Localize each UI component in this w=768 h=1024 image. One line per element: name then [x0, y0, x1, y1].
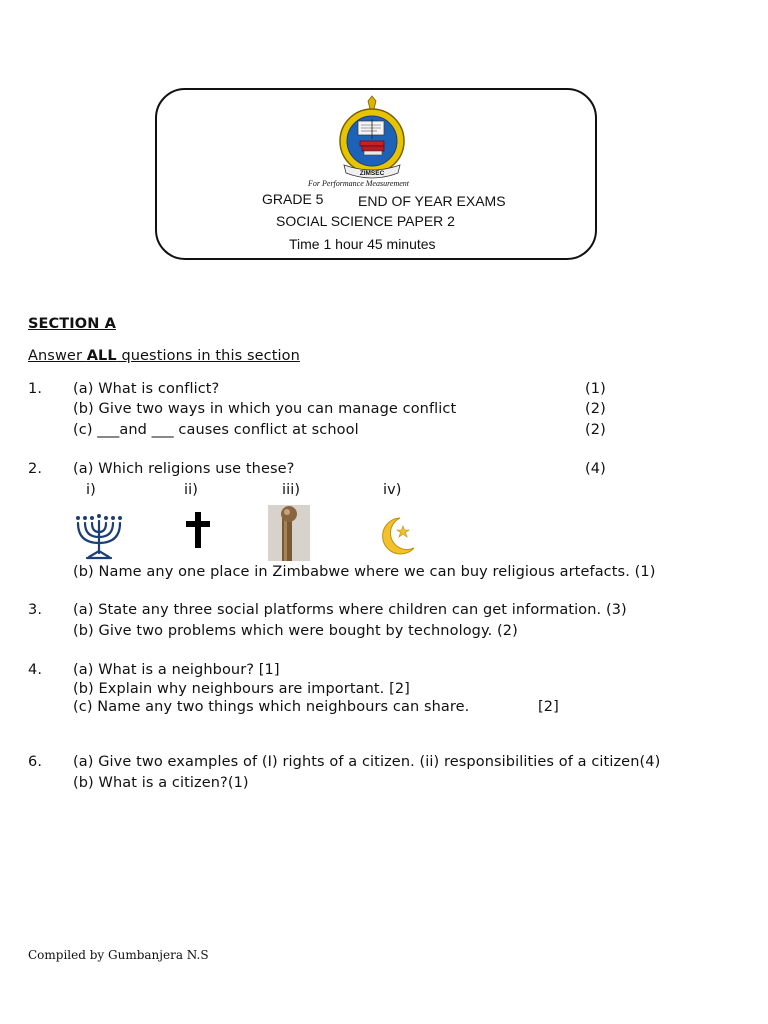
q1b-marks: (2) [585, 401, 606, 417]
section-instruction: Answer ALL questions in this section [28, 348, 300, 364]
q1-number: 1. [28, 381, 43, 397]
exam-title: END OF YEAR EXAMS [358, 193, 506, 209]
q2a-text: (a) Which religions use these? [73, 461, 295, 477]
footer-credit: Compiled by Gumbanjera N.S [28, 948, 209, 962]
q6a-text: (a) Give two examples of (I) rights of a citizen. (ii) responsibilities of a citizen(4) [73, 754, 661, 770]
paper-title: SOCIAL SCIENCE PAPER 2 [276, 213, 455, 229]
q2b-text: (b) Name any one place in Zimbabwe where we can buy religious artefacts. (1) [73, 564, 656, 580]
q1c-marks: (2) [585, 422, 606, 438]
q6-number: 6. [28, 754, 43, 770]
q3b-text: (b) Give two problems which were bought by technology. (2) [73, 623, 518, 639]
option-label-ii: ii) [184, 482, 199, 498]
q1a-marks: (1) [585, 381, 606, 397]
q4c-text: (c) Name any two things which neighbours can share. [73, 699, 470, 715]
logo-motto: For Performance Measurement [308, 179, 410, 188]
q6b-text: (b) What is a citizen?(1) [73, 775, 249, 791]
q2-number: 2. [28, 461, 43, 477]
option-label-iii: iii) [282, 482, 301, 498]
zimsec-logo [330, 95, 420, 190]
grade-label: GRADE 5 [262, 191, 324, 207]
section-title: SECTION A [28, 316, 116, 332]
option-label-iv: iv) [383, 482, 402, 498]
q4-number: 4. [28, 662, 43, 678]
menorah-icon [74, 513, 124, 561]
q1a-text: (a) What is conflict? [73, 381, 220, 397]
staff-icon [268, 505, 310, 561]
crescent-star-icon [374, 514, 418, 558]
cross-icon [183, 512, 213, 550]
q4b-text: (b) Explain why neighbours are important. [2] [73, 681, 410, 697]
q1c-text: (c) ___and ___ causes conflict at school [73, 422, 359, 438]
logo-text: ZIMSEC [359, 170, 385, 177]
time-label: Time 1 hour 45 minutes [289, 236, 436, 252]
q3a-text: (a) State any three social platforms where children can get information. (3) [73, 602, 627, 618]
option-label-i: i) [86, 482, 96, 498]
q2a-marks: (4) [585, 461, 606, 477]
q3-number: 3. [28, 602, 43, 618]
q4c-marks: [2] [538, 699, 559, 715]
q1b-text: (b) Give two ways in which you can manage conflict [73, 401, 457, 417]
q4a-text: (a) What is a neighbour? [1] [73, 662, 280, 678]
